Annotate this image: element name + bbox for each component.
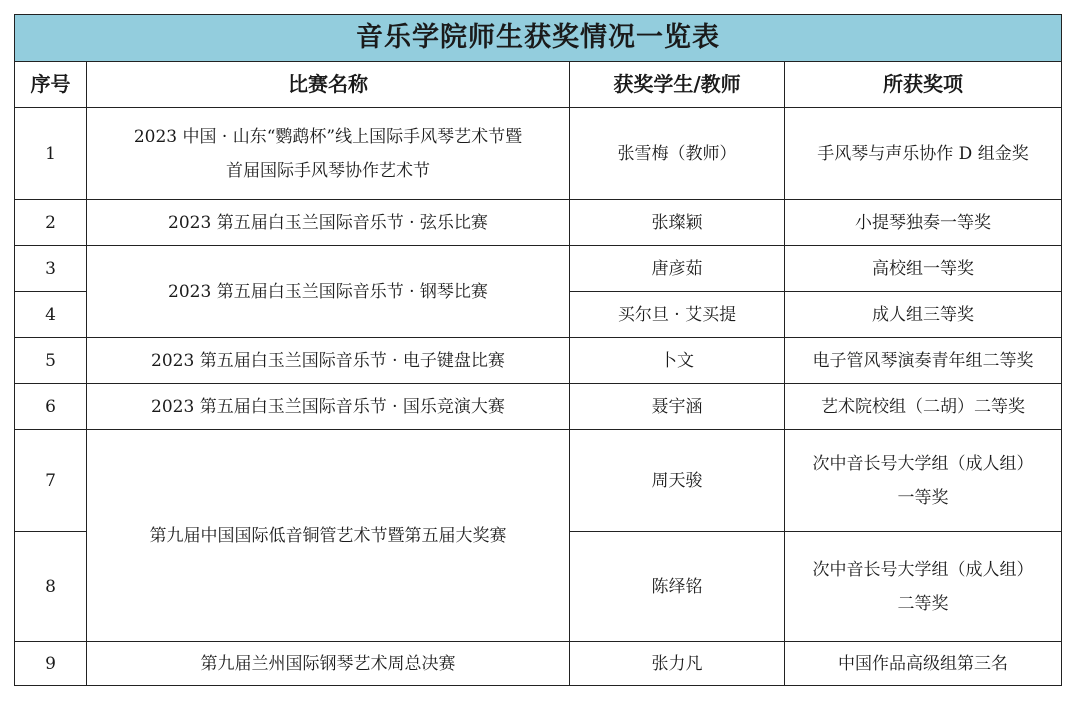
cell-winner: 卜文 [570,338,785,384]
header-award: 所获奖项 [785,62,1062,108]
cell-award: 艺术院校组（二胡）二等奖 [785,384,1062,430]
cell-winner: 张雪梅（教师） [570,108,785,200]
cell-competition: 第九届兰州国际钢琴艺术周总决赛 [87,642,570,686]
table-row [15,642,1062,686]
award-sheet [14,14,1061,686]
cell-competition: 2023 第五届白玉兰国际音乐节 · 国乐竞演大赛 [87,384,570,430]
table-title: 音乐学院师生获奖情况一览表 [15,15,1062,62]
table-row [15,384,1062,430]
cell-award: 手风琴与声乐协作 D 组金奖 [785,108,1062,200]
cell-award: 小提琴独奏一等奖 [785,200,1062,246]
cell-no: 5 [15,338,87,384]
competition-line: 2023 中国 · 山东“鹦鹉杯”线上国际手风琴艺术节暨 [133,126,523,147]
cell-no: 3 [15,246,87,292]
table-row [15,338,1062,384]
cell-award: 中国作品高级组第三名 [785,642,1062,686]
competition-line: 首届国际手风琴协作艺术节 [226,160,430,181]
cell-no: 6 [15,384,87,430]
table-row [15,430,1062,532]
cell-award: 电子管风琴演奏青年组二等奖 [785,338,1062,384]
cell-competition: 2023 第五届白玉兰国际音乐节 · 弦乐比赛 [87,200,570,246]
cell-winner: 买尔旦 · 艾买提 [570,292,785,338]
cell-award [785,532,1062,642]
cell-competition: 第九届中国国际低音铜管艺术节暨第五届大奖赛 [87,430,570,642]
header-row [15,62,1062,108]
cell-competition [87,108,570,200]
cell-winner: 张力凡 [570,642,785,686]
cell-winner: 陈绎铭 [570,532,785,642]
award-line: 次中音长号大学组（成人组） [812,453,1034,474]
cell-competition: 2023 第五届白玉兰国际音乐节 · 钢琴比赛 [87,246,570,338]
awards-table [14,14,1062,686]
cell-no: 2 [15,200,87,246]
cell-award: 成人组三等奖 [785,292,1062,338]
table-row [15,246,1062,292]
cell-winner: 聂宇涵 [570,384,785,430]
cell-winner: 周天骏 [570,430,785,532]
cell-award: 高校组一等奖 [785,246,1062,292]
award-line: 次中音长号大学组（成人组） [812,559,1034,580]
table-row [15,200,1062,246]
cell-no: 7 [15,430,87,532]
cell-award [785,430,1062,532]
header-winner: 获奖学生/教师 [570,62,785,108]
cell-winner: 张璨颖 [570,200,785,246]
header-no: 序号 [15,62,87,108]
page-top-margin [0,0,1080,14]
cell-no: 1 [15,108,87,200]
award-line: 一等奖 [897,487,949,508]
cell-no: 9 [15,642,87,686]
table-row [15,108,1062,200]
cell-winner: 唐彦茹 [570,246,785,292]
cell-competition: 2023 第五届白玉兰国际音乐节 · 电子键盘比赛 [87,338,570,384]
header-competition: 比赛名称 [87,62,570,108]
cell-no: 4 [15,292,87,338]
cell-no: 8 [15,532,87,642]
award-line: 二等奖 [897,593,949,614]
